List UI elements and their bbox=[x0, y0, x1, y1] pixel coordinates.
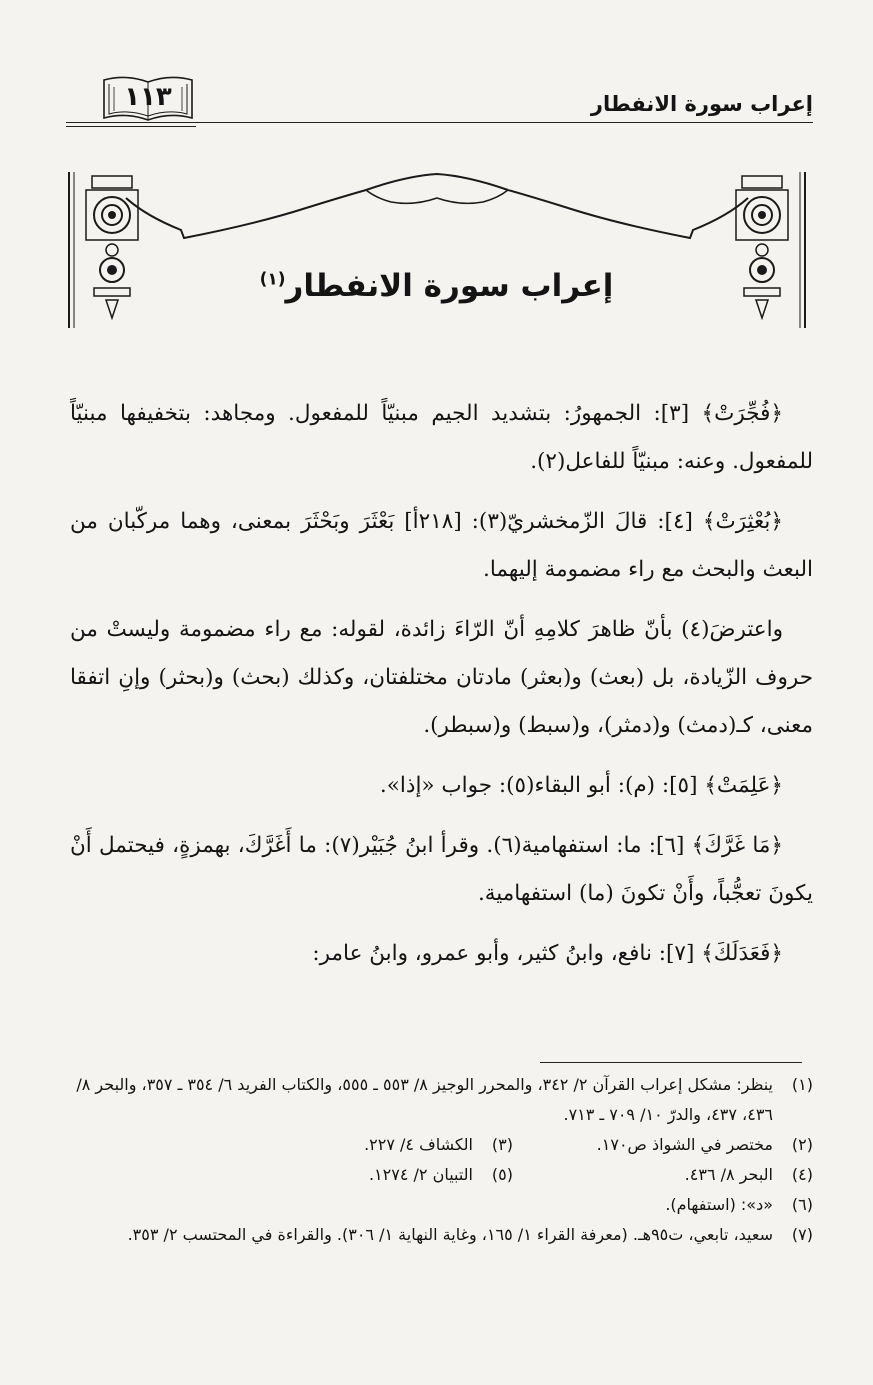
running-title: إعراب سورة الانفطار bbox=[590, 92, 813, 116]
chapter-title-note-ref: (١) bbox=[259, 269, 286, 290]
footnote-text: التبيان ٢/ ١٢٧٤. bbox=[368, 1165, 473, 1184]
page-number: ١١٣ bbox=[124, 82, 172, 112]
paragraph-6: ﴿فَعَدَلَكَ﴾ [٧]: نافع، وابنُ كثير، وأبو عمرو، وابنُ عامر: bbox=[312, 941, 783, 966]
footnote-number: (٥) bbox=[491, 1165, 513, 1184]
footnote-7 bbox=[70, 1220, 813, 1250]
header-rule-secondary bbox=[66, 126, 196, 127]
footnote-number: (٧) bbox=[791, 1225, 813, 1244]
footnote-rule bbox=[540, 1062, 802, 1063]
footnote-text: ينظر: مشكل إعراب القرآن ٢/ ٣٤٢، والمحرر الوجيز ٨/ ٥٥٣ ـ ٥٥٥، والكتاب الفريد ٦/ ٣٥٤ ـ ٣٥٧، والبحر ٨/ ٤٣٦، ٤٣٧، والدرّ ١٠/ ٧٠٩ ـ ٧١٣. bbox=[76, 1075, 773, 1124]
paragraph-2: ﴿بُعْثِرَتْ﴾ [٤]: قالَ الزّمخشريّ(٣): [٢١٨أ] بَعْثَرَ وبَحْثَرَ بمعنى، وهما مركّبان من البعث والبحث مع راء مضمومة إليهما. bbox=[70, 509, 813, 582]
footnote-1 bbox=[70, 1070, 813, 1130]
footnote-number: (٤) bbox=[791, 1165, 813, 1184]
paragraph-4: ﴿عَلِمَتْ﴾ [٥]: (م): أبو البقاء(٥): جواب «إذا». bbox=[379, 773, 783, 798]
footnote-text: سعيد، تابعي، ت٩٥هـ. (معرفة القراء ١/ ١٦٥، وغاية النهاية ١/ ٣٠٦). والقراءة في المحتسب ٢/ ٣٥٣. bbox=[127, 1225, 773, 1244]
footnote-5 bbox=[213, 1160, 513, 1190]
footnote-number: (٣) bbox=[491, 1135, 513, 1154]
footnote-text: «د»: (استفهام). bbox=[665, 1195, 773, 1214]
footnote-3 bbox=[213, 1130, 513, 1160]
title-ornament-frame bbox=[66, 168, 808, 334]
running-header bbox=[66, 70, 813, 128]
footnote-number: (٢) bbox=[791, 1135, 813, 1154]
footnote-2 bbox=[513, 1130, 813, 1160]
footnote-number: (٦) bbox=[791, 1195, 813, 1214]
paragraph-3: واعترضَ(٤) بأنّ ظاهرَ كلامِهِ أنّ الرّاءَ زائدة، لقوله: مع راء مضمومة وليستْ من حروف الزّيادة، بل (بعث) و(بعثر) مادتان مختلفتان، وكذلك (بحث) و(بحثر) وإنِ اتفقا معنى، كـ(دمث) و(دمثر)، و(سبط) و(سبطر). bbox=[70, 617, 813, 738]
footnote-row-4-5 bbox=[70, 1160, 813, 1190]
chapter-title bbox=[0, 268, 873, 304]
footnotes bbox=[70, 1070, 813, 1250]
chapter-title-text: إعراب سورة الانفطار bbox=[285, 268, 614, 304]
page-number-badge bbox=[100, 72, 196, 124]
footnote-4 bbox=[513, 1160, 813, 1190]
body-text bbox=[70, 390, 813, 990]
footnote-text: البحر ٨/ ٤٣٦. bbox=[684, 1165, 773, 1184]
footnote-text: مختصر في الشواذ ص١٧٠. bbox=[596, 1135, 773, 1154]
footnote-number: (١) bbox=[791, 1075, 813, 1094]
footnote-6 bbox=[70, 1190, 813, 1220]
footnote-row-2-3 bbox=[70, 1130, 813, 1160]
paragraph-1: ﴿فُجِّرَتْ﴾ [٣]: الجمهورُ: بتشديد الجيم مبنيّاً للمفعول. ومجاهد: بتخفيفها مبنيّاً للمفعول. وعنه: مبنيّاً للفاعل(٢). bbox=[70, 401, 813, 474]
footnote-text: الكشاف ٤/ ٢٢٧. bbox=[364, 1135, 473, 1154]
paragraph-5: ﴿مَا غَرَّكَ﴾ [٦]: ما: استفهامية(٦). وقرأ ابنُ جُبَيْر(٧): ما أَغَرَّكَ، بهمزةٍ، فيحتمل أَنْ يكونَ تعجُّباً، وأَنْ تكونَ (ما) استفهامية. bbox=[70, 833, 813, 906]
